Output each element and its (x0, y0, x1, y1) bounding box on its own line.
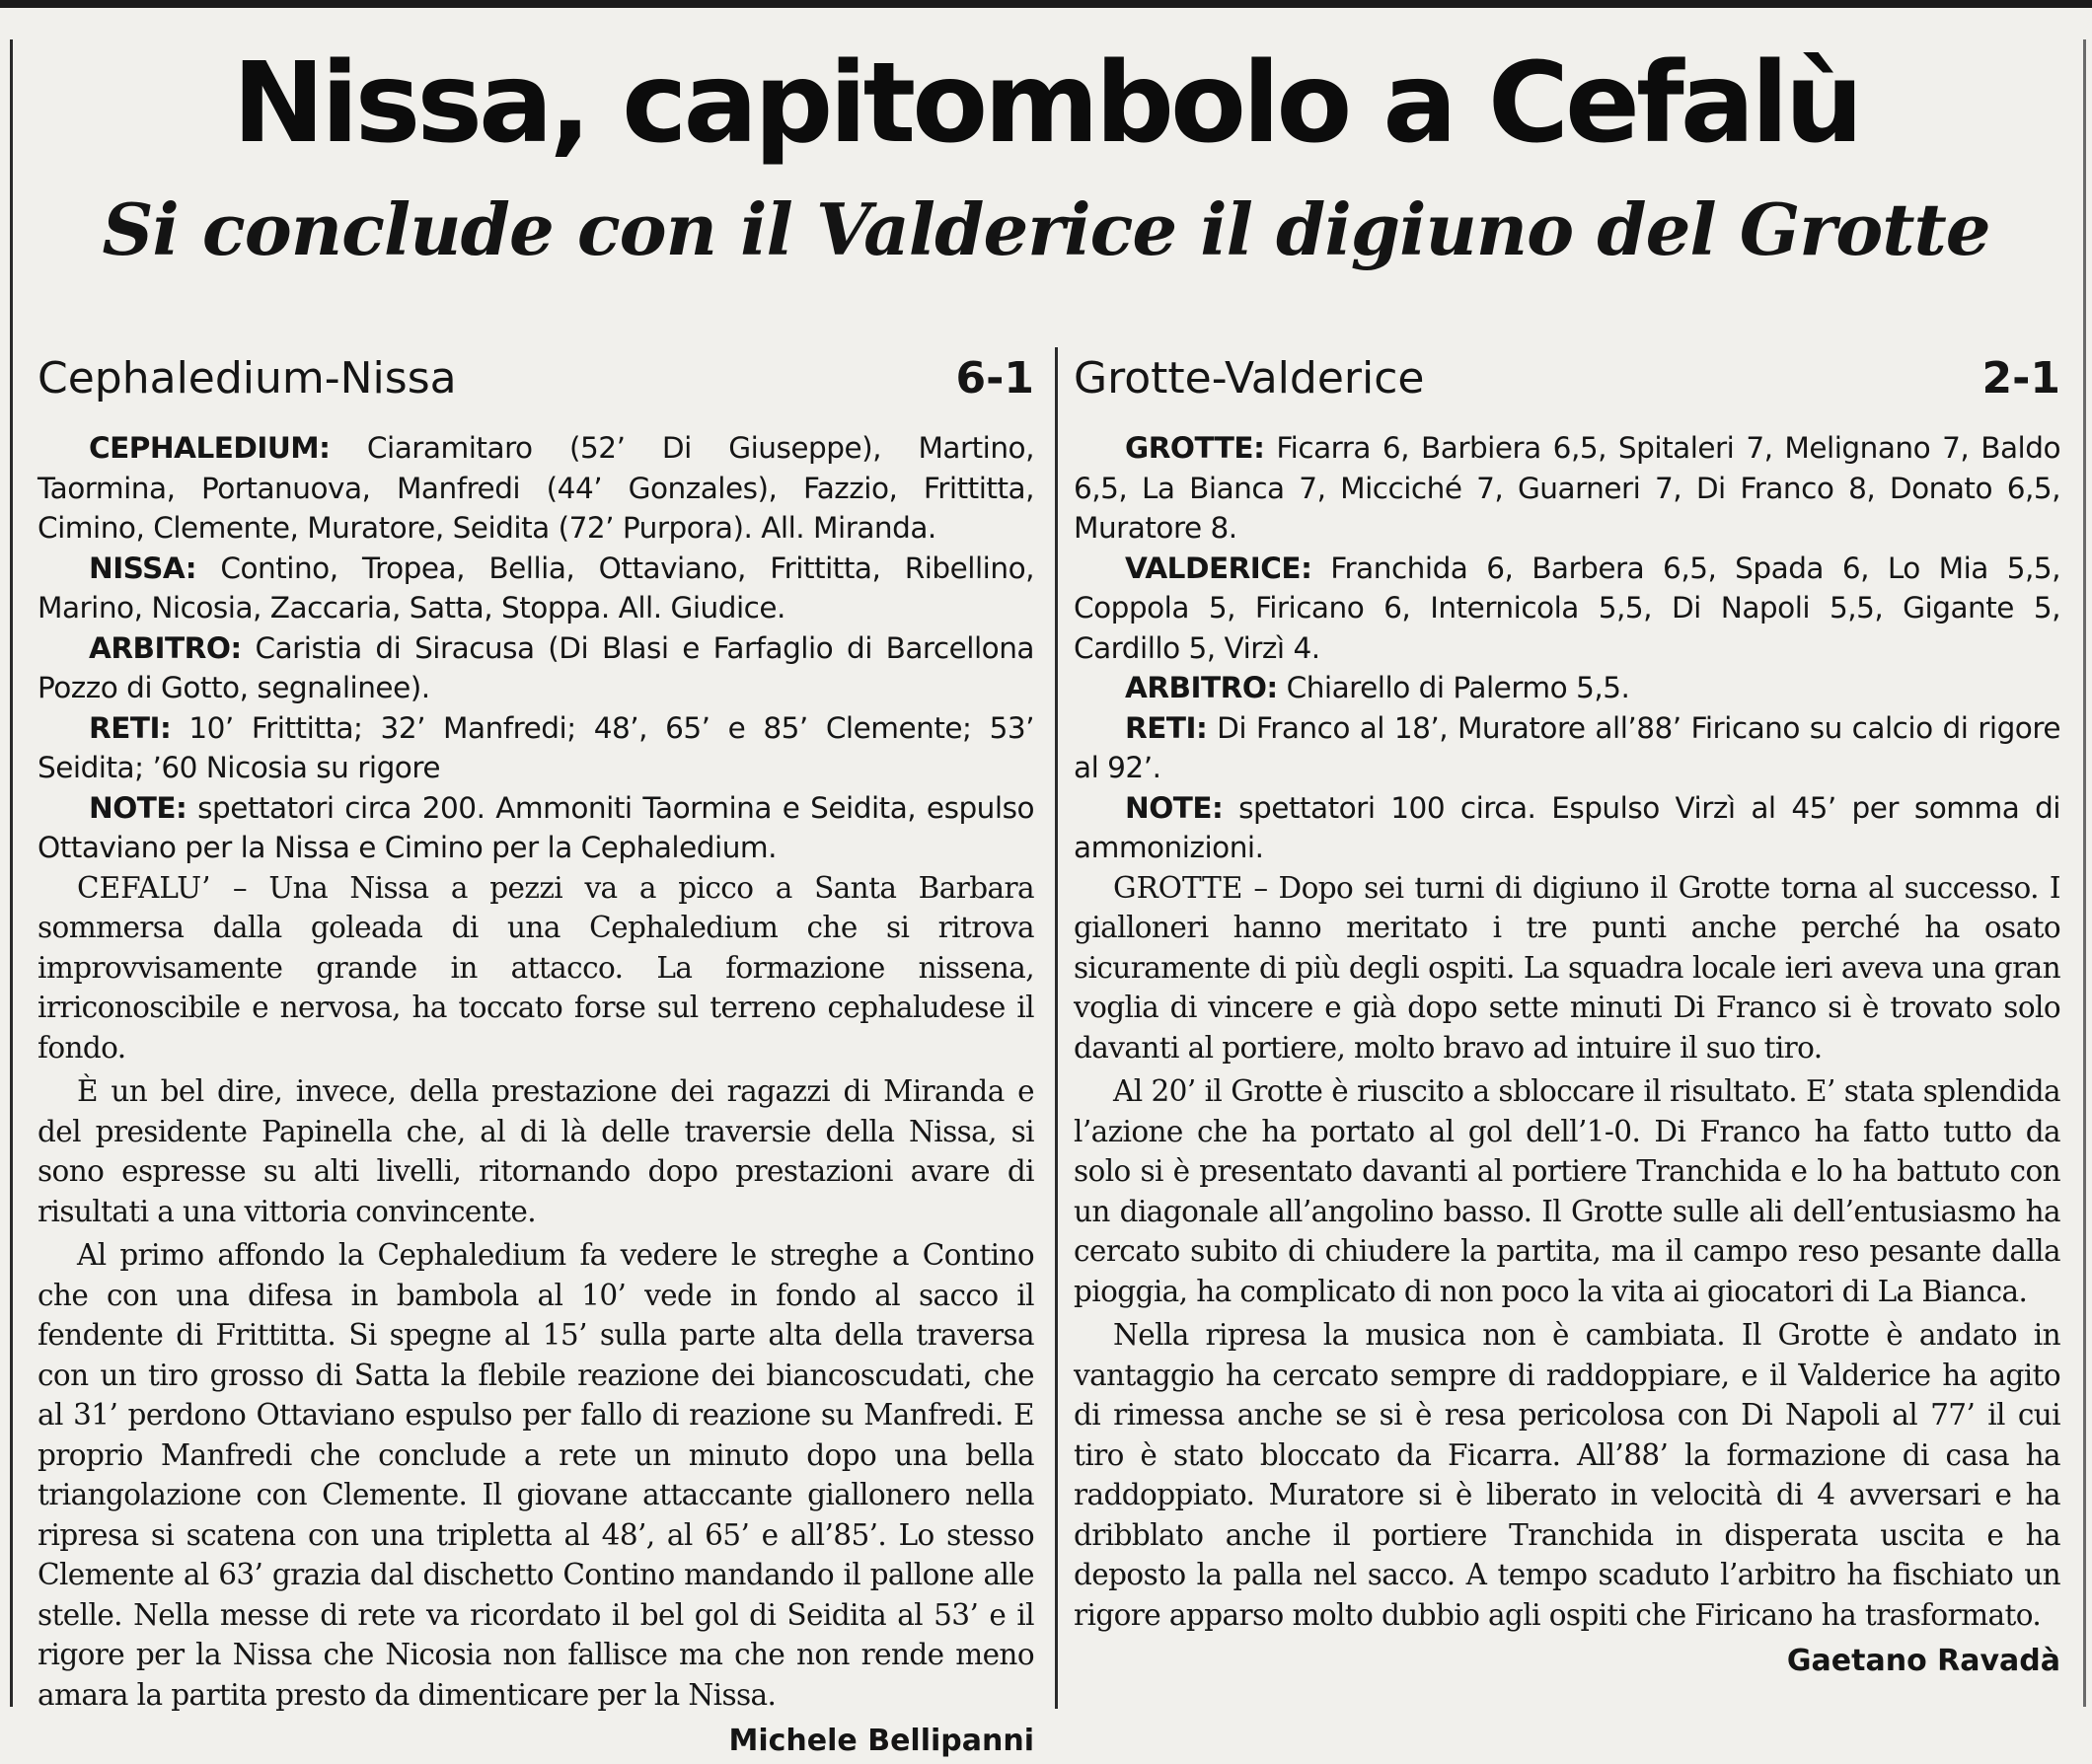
goals-label: RETI: (89, 710, 172, 745)
paragraph-text: – Dopo sei turni di digiuno il Grotte torna al successo. I gialloneri hanno meritato i tre punti anche perché ha osato sicuramente di più degli ospiti. La squadra locale ieri aveva una gran voglia di vincere e già dopo sette minuti Di Franco si è trovato solo davanti al portiere, molto bravo ad intuire il suo tiro. (1074, 870, 2060, 1065)
notes-text: spettatori 100 circa. Espulso Virzì al 45’ per somma di ammonizioni. (1074, 790, 2060, 864)
byline: Michele Bellipanni (728, 1724, 1034, 1758)
body-paragraph: Al primo affondo la Cephaledium fa vedere le streghe a Contino che con una difesa in bambola al 10’ vede in fondo al sacco il fendente di Frittitta. Si spegne al 15’ sulla parte alta della traversa con un tiro grosso di Satta la flebile reazione dei biancoscudati, che al 31’ perdono Ottaviano espulso per fallo di reazione su Manfredi. E proprio Manfredi che conclude a rete un minuto dopo una bella triangolazione con Clemente. Il giovane attaccante giallonero nella ripresa si scatena con una tripletta al 48’, al 65’ e all’85’. Lo stesso Clemente al 63’ grazia dal dischetto Contino mandando il pallone alle stelle. Nella messe di rete va ricordato il bel gol di Seidita al 53’ e il rigore per la Nissa che Nicosia non fallisce ma che non rende meno amara la partita presto da dimenticare per la Nissa. (37, 1238, 1034, 1712)
lineup-label: NISSA: (89, 551, 197, 585)
paragraph-text: – Una Nissa a pezzi va a picco a Santa Barbara sommersa dalla goleada di una Cephaledium che si ritrova improvvisamente grande in attacco. La formazione nissena, irriconoscibile e nervosa, ha toccato forse sul terreno cephaludese il fondo. (37, 870, 1034, 1065)
top-rule (0, 0, 2092, 8)
match-title (1074, 347, 2060, 410)
referee-label: ARBITRO: (89, 630, 242, 665)
goals-text: Di Franco al 18’, Muratore all’88’ Firicano su calcio di rigore al 92’. (1074, 710, 2060, 784)
lineup-text: Ficarra 6, Barbiera 6,5, Spitaleri 7, Melignano 7, Baldo 6,5, La Bianca 7, Micciché 7, Guarneri 7, Di Franco 8, Donato 6,5, Muratore 8. (1074, 431, 2060, 545)
notes-label: NOTE: (1125, 790, 1224, 825)
lineup-label: VALDERICE: (1125, 551, 1312, 585)
match-teams: Cephaledium-Nissa (37, 353, 457, 404)
referee-text: Chiarello di Palermo 5,5. (1277, 671, 1630, 704)
referee-info (1074, 668, 2060, 708)
notes-info (1074, 788, 2060, 868)
headline: Nissa, capitombolo a Cefalù (232, 39, 1860, 168)
left-border-rule (10, 39, 13, 1707)
body-paragraph: Al 20’ il Grotte è riuscito a sbloccare il risultato. E’ stata splendida l’azione che ha portato al gol dell’1-0. Di Franco ha fatto tutto da solo si è presentato davanti al portiere Tranchida e lo ha battuto con un diagonale all’angolino basso. Il Grotte sulle ali dell’entusiasmo ha cercato subito di chiudere la partita, ma il campo reso pesante dalla pioggia, ha complicato di non poco la vita ai giocatori di La Bianca. (1074, 1074, 2060, 1308)
referee-info (37, 628, 1034, 708)
article-cephaledium-nissa (37, 347, 1034, 1764)
match-teams: Grotte-Valderice (1074, 353, 1425, 404)
lineup-away (37, 549, 1034, 628)
match-title (37, 347, 1034, 410)
referee-text: Caristia di Siracusa (Di Blasi e Farfaglio di Barcellona Pozzo di Gotto, segnalinee). (37, 630, 1034, 704)
lineup-text: Contino, Tropea, Bellia, Ottaviano, Frittitta, Ribellino, Marino, Nicosia, Zaccaria, Satta, Stoppa. All. Giudice. (37, 551, 1034, 625)
right-border-rule (2083, 39, 2086, 1707)
byline: Gaetano Ravadà (1786, 1644, 2060, 1678)
goals-info (37, 708, 1034, 788)
lineup-home (1074, 428, 2060, 549)
article-grotte-valderice (1074, 347, 2060, 1684)
lineup-home (37, 428, 1034, 549)
goals-text: 10’ Frittitta; 32’ Manfredi; 48’, 65’ e 85’ Clemente; 53’ Seidita; ’60 Nicosia su rigore (37, 710, 1034, 784)
column-divider (1055, 347, 1058, 1709)
notes-info (37, 788, 1034, 868)
lineup-label: CEPHALEDIUM: (89, 431, 331, 465)
goals-label: RETI: (1125, 710, 1208, 745)
body-paragraph: Nella ripresa la musica non è cambiata. Il Grotte è andato in vantaggio ha cercato sempre di raddoppiare, e il Valderice ha agito di rimessa anche se si è resa pericolosa con Di Napoli al 77’ il cui tiro è stato bloccato da Ficarra. All’88’ la formazione di casa ha raddoppiato. Muratore si è liberato in velocità di 4 avversari e ha dribblato anche il portiere Tranchida in disperata uscita e ha deposto la palla nel sacco. A tempo scaduto l’arbitro ha fischiato un rigore apparso molto dubbio agli ospiti che Firicano ha trasformato. (1074, 1318, 2060, 1632)
match-score: 2-1 (1981, 353, 2060, 404)
body-paragraph: È un bel dire, invece, della prestazione dei ragazzi di Miranda e del presidente Papinella che, al di là delle traversie della Nissa, si sono espresse su alti livelli, ritornando dopo prestazioni avare di risultati a una vittoria convincente. (37, 1074, 1034, 1228)
body-paragraph (37, 868, 1034, 1068)
lineup-label: GROTTE: (1125, 431, 1265, 465)
notes-label: NOTE: (89, 790, 187, 825)
dateline: CEFALU’ (77, 870, 211, 905)
lineup-away (1074, 549, 2060, 669)
subheadline: Si conclude con il Valderice il digiuno del Grotte (102, 187, 1990, 271)
lineup-text: Ciaramitaro (52’ Di Giuseppe), Martino, Taormina, Portanuova, Manfredi (44’ Gonzales), Fazzio, Frittitta, Cimino, Clemente, Muratore, Seidita (72’ Purpora). All. Miranda. (37, 431, 1034, 545)
lineup-text: Franchida 6, Barbera 6,5, Spada 6, Lo Mia 5,5, Coppola 5, Firicano 6, Internicola 5,5, Di Napoli 5,5, Gigante 5, Cardillo 5, Virzì 4. (1074, 551, 2060, 665)
match-score: 6-1 (955, 353, 1034, 404)
goals-info (1074, 708, 2060, 788)
dateline: GROTTE (1113, 870, 1243, 905)
notes-text: spettatori circa 200. Ammoniti Taormina e Seidita, espulso Ottaviano per la Nissa e Cimino per la Cephaledium. (37, 790, 1034, 864)
referee-label: ARBITRO: (1125, 671, 1278, 704)
body-paragraph (1074, 868, 2060, 1068)
